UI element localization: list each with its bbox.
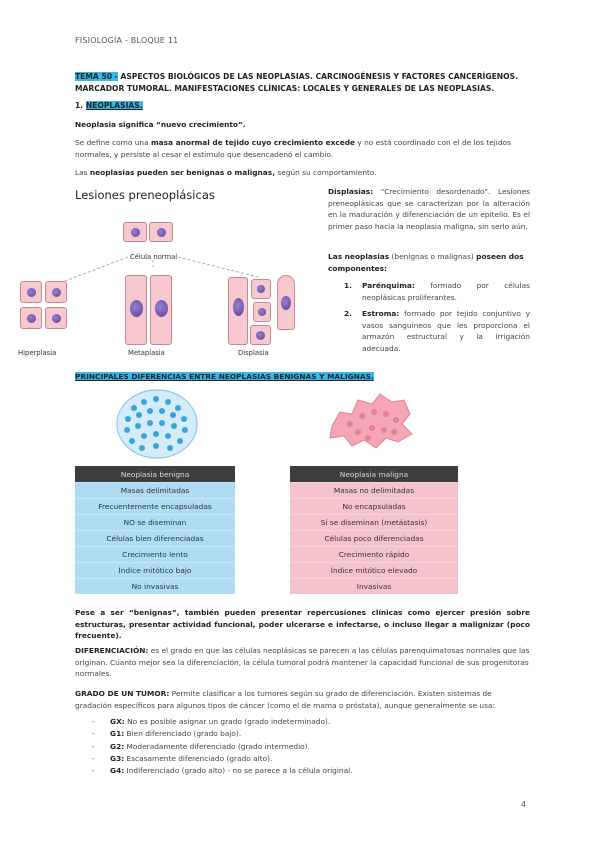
list-item: - GX: No es posible asignar un grado (grado indeterminado). xyxy=(92,717,331,726)
grade-paragraph xyxy=(75,688,530,711)
table-row: Frecuentemente encapsuladas xyxy=(75,498,235,514)
grade-label: GRADO DE UN TUMOR: xyxy=(75,689,170,698)
differentiation-text: es el grado en que las células neoplásicas se parecen a las células parenquimatosas normales que las originan. Cuanto mejor sea la diferenciación, la célula tumoral podrá mantener la capacidad funcional de sus progenitoras normales. xyxy=(75,646,530,678)
dysplasia-cell xyxy=(251,279,271,299)
dysplasia-label: Displasia xyxy=(238,349,269,357)
component-text: formado por tejido conjuntivo y vasos sanguíneos que les proporciona el armazón estructural y la irrigación adecuada. xyxy=(362,309,530,353)
normal-cell-label: Célula normal xyxy=(130,253,178,261)
benign-table xyxy=(75,466,235,594)
table-row: Índice mitótico bajo xyxy=(75,562,235,578)
displasias-text: “Crecimiento desordenado”. Lesiones preneoplásicas que se caracterizan por la alteración en la maduración y diferenciación de un epitelio. Es el primer paso hacia la neoplasia maligna, sin serlo aún. xyxy=(328,187,530,231)
differences-title: PRINCIPALES DIFERENCIAS ENTRE NEOPLASIAS BENIGNAS Y MALIGNAS. xyxy=(75,372,374,381)
tema-title xyxy=(75,71,530,94)
metaplasia-label: Metaplasia xyxy=(128,349,165,357)
hyperplasia-cell xyxy=(20,281,42,303)
tema-text: ASPECTOS BIOLÓGICOS DE LAS NEOPLASIAS. CARCINOGÉNESIS Y FACTORES CANCERÍGENOS. MARCADOR TUMORAL. MANIFESTACIONES CLÍNICAS: LOCALES Y GENERALES DE LAS NEOPLASIAS. xyxy=(75,72,518,93)
table-row: No invasivas xyxy=(75,578,235,594)
section-heading xyxy=(75,101,143,110)
component-item xyxy=(344,280,530,303)
table-row: Sí se diseminan (metástasis) xyxy=(290,514,458,530)
dysplasia-cell xyxy=(277,275,295,330)
table-row: No encapsuladas xyxy=(290,498,458,514)
differentiation-label: DIFERENCIACIÓN: xyxy=(75,646,149,655)
list-item: - G4: Indiferenciado (grado alto) - no se parece a la célula original. xyxy=(92,766,353,776)
grade-list xyxy=(92,716,353,777)
component-number: 1. xyxy=(344,281,352,290)
section-number: 1. xyxy=(75,101,84,110)
hyperplasia-cell xyxy=(45,307,67,329)
dysplasia-cell xyxy=(253,302,271,322)
table-row: Masas delimitadas xyxy=(75,482,235,498)
component-item xyxy=(344,308,530,354)
differentiation-paragraph xyxy=(75,645,530,680)
table-row: NO se diseminan xyxy=(75,514,235,530)
bm-text-a: Las xyxy=(75,168,90,177)
table-header: Neoplasia benigna xyxy=(75,466,235,482)
list-item: - G2: Moderadamente diferenciado (grado intermedio). xyxy=(92,741,310,751)
dysplasia-cell xyxy=(228,277,248,345)
component-number: 2. xyxy=(344,309,352,318)
malignant-tumor-illustration xyxy=(322,388,418,452)
benign-tumor-illustration xyxy=(114,388,200,460)
neoplasia-definition: Neoplasia significa “nuevo crecimiento”. xyxy=(75,120,246,129)
hyperplasia-cell xyxy=(45,281,67,303)
def-text-a: Se define como una xyxy=(75,138,151,147)
table-row: Células bien diferenciadas xyxy=(75,530,235,546)
normal-cell xyxy=(123,222,147,242)
table-row: Células poco diferenciadas xyxy=(290,530,458,546)
page-number: 4 xyxy=(521,800,527,809)
table-row: Crecimiento lento xyxy=(75,546,235,562)
table-row: Masas no delimitadas xyxy=(290,482,458,498)
tema-number: TEMA 50 - xyxy=(75,72,118,81)
section-title: NEOPLASIAS. xyxy=(85,101,143,110)
grade-text: Permite clasificar a los tumores según su grado de diferenciación. Existen sistemas de gradación específicos para algunos tipos de cáncer (como el de mama o próstata), aunque generalmente se usa: xyxy=(75,689,495,710)
bm-text-c: según su comportamiento. xyxy=(275,168,377,177)
comp-c: (benignas o malignas) xyxy=(389,252,477,261)
component-label: Parénquima: xyxy=(362,281,415,290)
list-item: - G3: Escasamente diferenciado (grado alto). xyxy=(92,753,273,763)
metaplasia-cell xyxy=(125,275,147,345)
def-text-c: y no está coordinado con el de los tejidos normales, y persiste al cesar el estímulo que desencadenó el cambio. xyxy=(75,138,511,159)
table-row: Índice mitótico elevado xyxy=(290,562,458,578)
bm-text-bold: neoplasias pueden ser benignas o malignas, xyxy=(89,168,276,177)
metaplasia-cell xyxy=(150,275,172,345)
normal-cell xyxy=(149,222,173,242)
def-text-bold: masa anormal de tejido cuyo crecimiento excede xyxy=(150,138,356,147)
dysplasia-cell xyxy=(250,325,271,345)
table-header: Neoplasia maligna xyxy=(290,466,458,482)
list-item: - G1: Bien diferenciado (grado bajo). xyxy=(92,729,242,739)
benign-malign-line xyxy=(75,167,377,179)
comp-b: neoplasias xyxy=(344,252,390,261)
differences-heading xyxy=(75,371,374,383)
preneoplastic-figure xyxy=(18,205,318,365)
malignant-table xyxy=(290,466,458,594)
displasias-paragraph xyxy=(328,186,530,232)
comp-a: Las xyxy=(328,252,345,261)
figure-title: Lesiones preneoplásicas xyxy=(75,188,215,202)
table-row: Crecimiento rápido xyxy=(290,546,458,562)
component-text: formado por células neoplásicas proliferantes. xyxy=(362,281,530,302)
benign-note: Pese a ser “benignas”, también pueden presentar repercusiones clínicas como ejercer presión sobre estructuras, presentar actividad funcional, poder ulcerarse e infectarse, o incluso llegar a malignizar (poco frecuente). xyxy=(75,608,530,640)
definition-paragraph xyxy=(75,137,530,160)
hyperplasia-cell xyxy=(20,307,42,329)
displasias-label: Displasias: xyxy=(328,187,374,196)
components-intro xyxy=(328,251,530,274)
comp-d: poseen dos componentes: xyxy=(328,252,524,273)
page-header: FISIOLOGÍA - BLOQUE 11 xyxy=(75,36,179,45)
component-label: Estroma: xyxy=(362,309,400,318)
table-row: Invasivas xyxy=(290,578,458,594)
hyperplasia-label: Hiperplasia xyxy=(18,349,57,357)
